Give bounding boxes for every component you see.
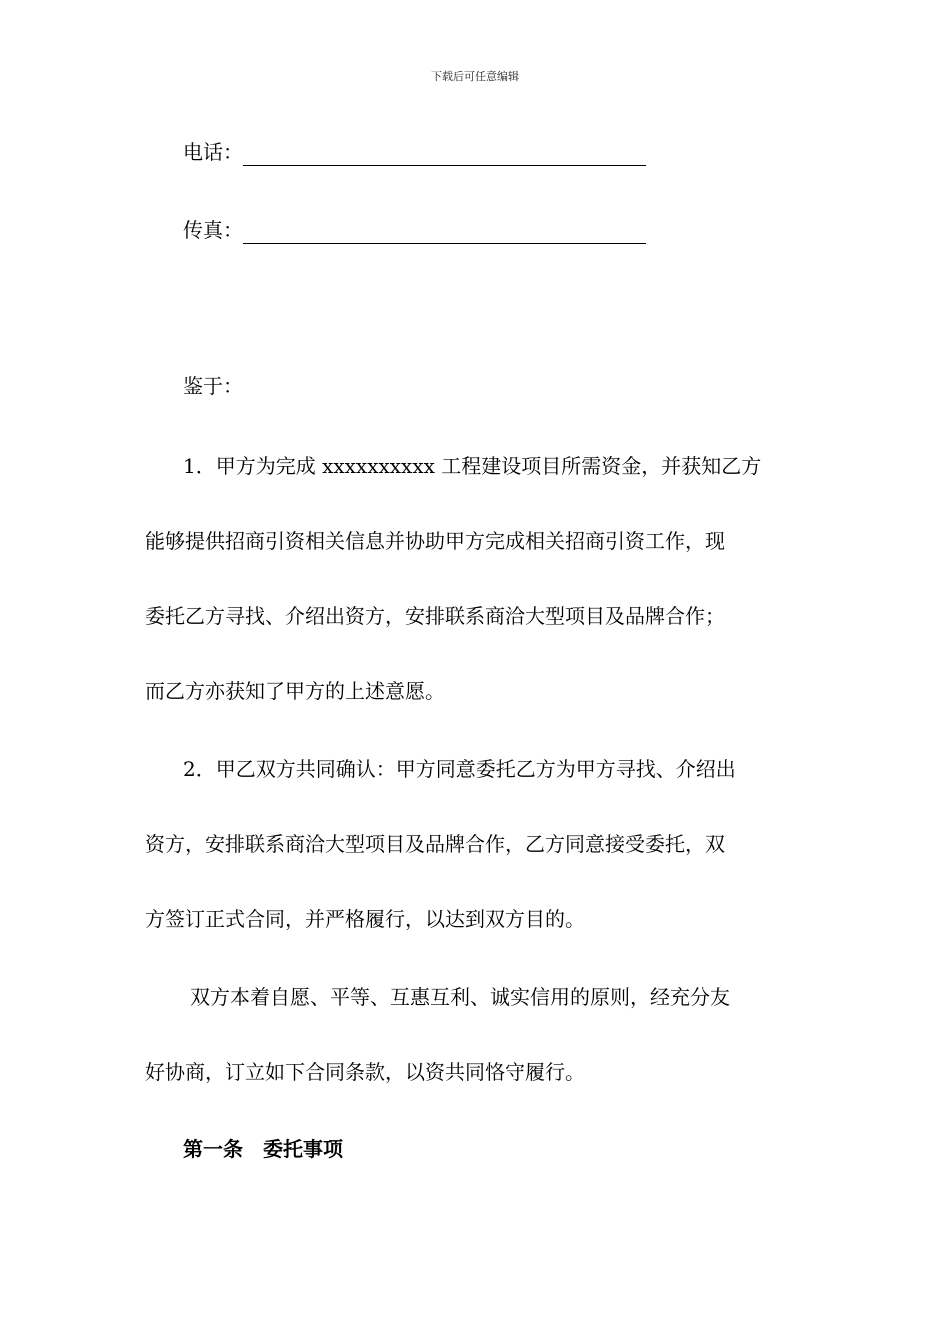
- paragraph-2-line-2: 资方，安排联系商洽大型项目及品牌合作，乙方同意接受委托，双: [145, 832, 725, 856]
- fax-blank-line[interactable]: [243, 221, 646, 244]
- paragraph-1-line-1: 1．甲方为完成 xxxxxxxxxx 工程建设项目所需资金，并获知乙方: [183, 454, 762, 478]
- paragraph-2-line-1: 2．甲乙双方共同确认：甲方同意委托乙方为甲方寻找、介绍出: [183, 757, 736, 781]
- fax-label: 传真：: [183, 218, 243, 242]
- paragraph-3-line-2: 好协商，订立如下合同条款，以资共同恪守履行。: [145, 1060, 585, 1084]
- fax-field: [183, 216, 646, 244]
- paragraph-1-line-4: 而乙方亦获知了甲方的上述意愿。: [145, 679, 445, 703]
- phone-blank-line[interactable]: [243, 143, 646, 166]
- whereas-label: 鉴于：: [183, 374, 243, 398]
- paragraph-1-line-3: 委托乙方寻找、介绍出资方，安排联系商洽大型项目及品牌合作；: [145, 604, 725, 628]
- phone-field: [183, 138, 646, 166]
- paragraph-1-line-2: 能够提供招商引资相关信息并协助甲方完成相关招商引资工作，现: [145, 529, 725, 553]
- page-header: 下载后可任意编辑: [431, 70, 519, 83]
- article-1-heading: 第一条 委托事项: [183, 1137, 343, 1161]
- phone-label: 电话：: [183, 140, 243, 164]
- paragraph-2-line-3: 方签订正式合同，并严格履行，以达到双方目的。: [145, 907, 585, 931]
- paragraph-3-line-1: 双方本着自愿、平等、互惠互利、诚实信用的原则，经充分友: [190, 985, 730, 1009]
